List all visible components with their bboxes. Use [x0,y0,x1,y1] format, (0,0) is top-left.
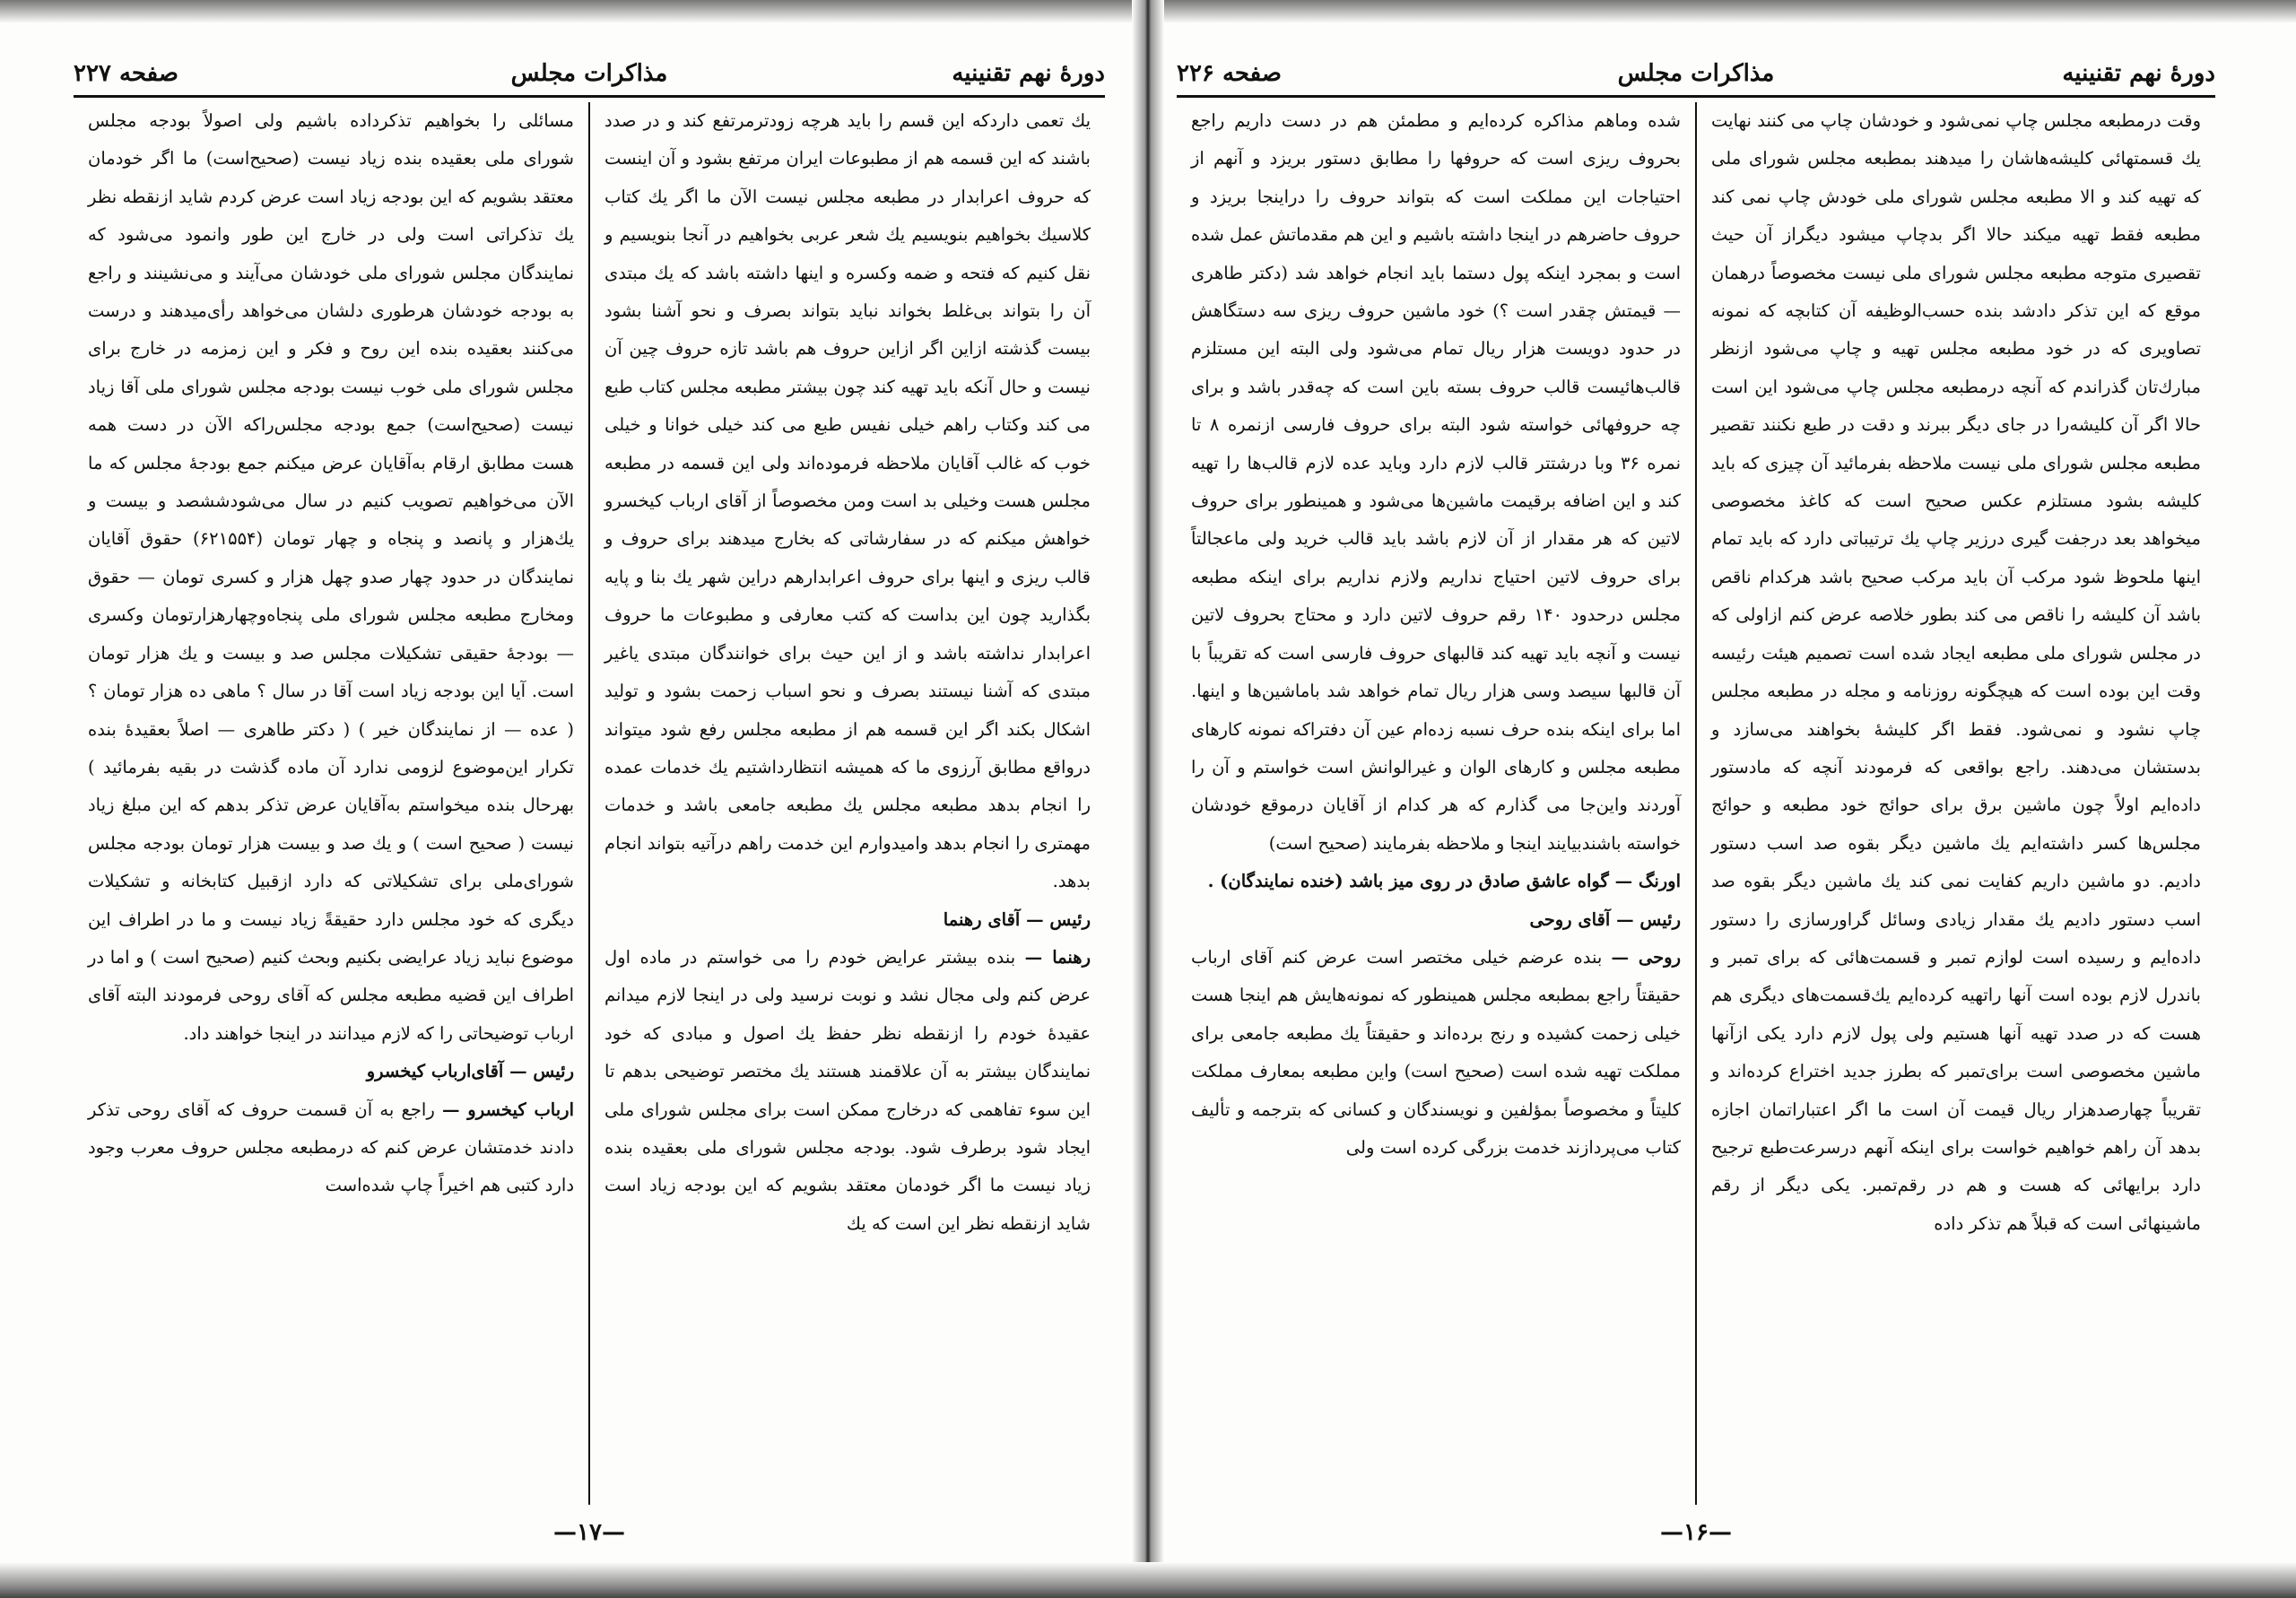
right-page [1177,43,2215,1568]
speaker-name: روحی — [1611,946,1681,968]
folio-number: —۱۷— [553,1519,625,1546]
column-right [1697,102,2215,1505]
speech-text: بنده عرضم خیلی مختصر است عرض كنم آقای ارباب حقیقتاً راجع بمطبعه مجلس همینطور كه نمونه‌هایش هم اینجا هست خیلی زحمت كشیده و رنج برده‌اند و حقیقتاً یك مطبعه جامعی برای مملكت تهیه شده است (صحیح است) واین مطبعه بمعارف مملكت كلیتاً و مخصوصاً بمؤلفین و نویسندگان و كسانی كه بترجمه و تألیف كتاب می‌پردازند خدمت بزرگی كرده است ولی [1191,946,1681,1158]
page-header [1177,56,2215,91]
page-number-label: صفحه ۲۲۷ [74,60,178,87]
header-rule [1177,95,2215,98]
session-label: دورهٔ نهم تقنینیه [2062,60,2215,87]
speech-text: بنده بیشتر عرایض خودم را می خواستم در ماده اول عرض كنم ولی مجال نشد و نوبت نرسید ولی در اینجا لازم میدانم عقیدهٔ خودم را ازنقطه نظر حفظ یك اصول و مبادی كه خود نمایندگان بیشتر به آن علاقمند هستند یك مختصر توضیحی بدهم تا این سوء تفاهمی كه درخارج ممكن است برای مجلس شورای ملی ایجاد شود برطرف شود. بودجه مجلس شورای ملی بعقیده بنده زیاد نیست ما اگر خودمان معتقد بشویم كه این بودجه زیاد است شاید ازنقطه نظر این است كه یك [604,946,1091,1234]
speaker-line: اورنگ — گواه عاشق صادق در روی میز باشد (خنده نمایندگان) . [1207,871,1681,892]
header-rule [74,95,1105,98]
running-title: مذاکرات مجلس [510,60,668,87]
column-divider [588,102,590,1505]
book-gutter [1132,0,1164,1598]
left-page [74,43,1105,1568]
paragraph: مسائلی را بخواهیم تذكرداده باشیم ولی اصولاً بودجه مجلس شورای ملی بعقیده بنده زیاد نیست (صحیح‌است) ما اگر خودمان معتقد بشویم كه این بودجه زیاد است عرض كردم شاید ازنقطه نظر یك تذكراتی است ولی در خارج این طور وانمود می‌شود كه نمایندگان مجلس شورای ملی خودشان می‌آیند و می‌نشینند و راجع به بودجه خودشان هرطوری دلشان می‌خواهد رأی‌میدهند و درست می‌كنند بعقیده بنده این روح و فكر و این زمزمه در خارج برای مجلس شورای ملی خوب نیست بودجه مجلس شورای ملی آقا زیاد نیست (صحیح‌است) جمع بودجه مجلس‌راكه الآن در دست همه هست مطابق ارقام به‌آقایان عرض میكنم جمع بودجهٔ مجلس كه ما الآن می‌خواهیم تصویب كنیم در سال می‌شودششصد و بیست و یك‌هزار و پانصد و پنجاه و چهار تومان (۶۲۱۵۵۴) حقوق آقایان نمایندگان در حدود چهار صدو چهل هزار و كسری تومان — حقوق ومخارج مطبعه مجلس شورای ملی پنجاه‌وچهارهزارتومان وكسری — بودجهٔ حقیقی تشكیلات مجلس صد و بیست و یك هزار تومان است. آیا این بودجه زیاد است آقا در سال ؟ ماهی ده هزار تومان ؟ ( عده — از نمایندگان خیر ) ( دكتر طاهری — اصلاً بعقیدهٔ بنده تكرار این‌موضوع لزومی ندارد آن ماده گذشت در بقیه بفرمائید ) بهرحال بنده میخواستم به‌آقایان عرض تذكر بدهم كه این مبلغ زیاد نیست ( صحیح است ) و یك صد و بیست هزار تومان بودجه مجلس شورای‌ملی برای تشكیلاتی كه دارد ازقبیل كتابخانه و تشكیلات دیگری كه خود مجلس دارد حقیقةً زیاد نیست و ما در اطراف این موضوع نباید زیاد عرایضی بكنیم وبحث كنیم (صحیح است ) و اما در اطراف این قضیه مطبعه مجلس كه آقای روحی فرمودند البته آقای ارباب توضیحاتی را كه لازم میدانند در اینجا خواهند داد. [88,110,574,1044]
paragraph: وقت درمطبعه مجلس چاپ نمی‌شود و خودشان چاپ می كنند نهایت یك قسمتهائی كلیشه‌هاشان را میدهند بمطبعه مجلس شورای ملی كه تهیه كند و الا مطبعه مجلس شورای ملی خودش چاپ نمی كند مطبعه فقط تهیه میكند حالا اگر بدچاپ میشود دیگراز آن حیث تقصیری متوجه مطبعه مجلس شورای ملی نیست مخصوصاً درهمان موقع كه این تذكر دادشد بنده حسب‌الوظیفه آن كتابچه كه نمونه تصاویری كه در خود مطبعه مجلس تهیه و چاپ می‌شود ازنظر مبارك‌تان گذراندم كه آنچه درمطبعه مجلس چاپ می‌شود این است حالا اگر آن كلیشه‌را در جای دیگر ببرند و دقت در طبع نكنند تقصیر مطبعه مجلس شورای ملی نیست ملاحظه بفرمائید آن چیزی كه باید كلیشه بشود مستلزم عكس صحیح است كه كاغذ مخصوصی میخواهد بعد درجفت گیری درزیر چاپ یك ترتیباتی دارد كه باید تمام اینها ملحوظ شود مركب آن باید مركب صحیح باشد هركدام ناقص باشد آن كلیشه را ناقص می كند بطور خلاصه عرض كنم ازاولی كه در مجلس شورای ملی مطبعه ایجاد شده است تصمیم هیئت رئیسه وقت این بوده است كه هیچگونه روزنامه و مجله در مطبعه مجلس چاپ نشود و نمی‌شود. فقط اگر كلیشهٔ بخواهند می‌سازد و بدستشان می‌دهند. راجع بواقعی كه فرمودند آنچه كه مادستور داده‌ایم اولاً چون ماشین برق برای حوائج خود مطبعه و حوائج مجلس‌ها كسر داشته‌ایم یك ماشین دیگر بقوه صد اسب دستور دادیم. دو ماشین داریم كفایت نمی كند یك ماشین دیگر بقوه صد اسب دستور دادیم یك مقدار زیادی وسائل گراورسازی را دستور داده‌ایم و رسیده است لوازم تمبر و قسمت‌هائی كه برای تمبر و باندرل لازم بوده است آنها راتهیه كرده‌ایم یك‌قسمت‌های دیگری هم هست كه در صدد تهیه آنها هستیم ولی پول لازم دارد یكی ازآنها ماشین مخصوصی است برای‌تمبر كه بطرز جدید اختراع كرده‌اند و تقریباً چهارصدهزار ریال قیمت آن است ما اگر اعتباراتمان اجازه بدهد آن راهم خواهیم خواست برای اینكه آنهم درسرعت‌طبع ترجیح دارد برایهائی كه هست و هم در رقم‌تمبر. یكی دیگر از رقم ماشینهائی است كه قبلاً هم تذكر داده [1711,110,2201,1234]
speaker-line: رئیس — آقای روحی [1529,908,1681,930]
speaker-line: رئیس — آقای‌ارباب كیخسرو [366,1061,574,1082]
paragraph: یك تعمی داردكه این قسم را باید هرچه زودترمرتفع كند و در صدد باشند كه این قسمه هم از مطبوعات ایران مرتفع بشود و آن اینست كه حروف اعرابدار در مطبعه مجلس نیست الآن ما اگر یك كتاب كلاسیك بخواهیم بنویسیم یك شعر عربی بخواهیم در آنجا بنویسیم و نقل كنیم كه فتحه و ضمه وكسره و اینها داشته باشد كه یك مبتدی آن را بتواند بی‌غلط بخواند نباید بتواند بصرف و نحو آشنا بشود بیست گذشته ازاین اگر ازاین حروف هم باشد تازه حروف چین آن نیست و حال آنكه باید تهیه كند چون بیشتر مطبعه مجلس كتاب طبع می كند وكتاب راهم خیلی نفیس طبع می كند خیلی خوانا و خیلی خوب كه غالب آقایان ملاحظه فرموده‌اند ولی این قسمه در مطبعه مجلس هست وخیلی بد است ومن مخصوصاً از آقای ارباب كیخسرو خواهش میكنم كه در سفارشاتی كه بخارج میدهند برای حروف و قالب ریزی و اینها برای حروف اعرابدارهم دراین شهر یك بنا و پایه بگذارید چون این بداست كه كتب معارفی و مطبوعات ما حروف اعرابدار نداشته باشد و از این حیث برای خوانندگان مبتدی یاغیر مبتدی كه آشنا نیستند بصرف و نحو اسباب زحمت بشود و تولید اشكال بكند اگر این قسمه هم از مطبعه مجلس رفع شود میتواند درواقع مطابق آرزوی ما كه همیشه انتظارداشتیم یك خدمات عمده را انجام بدهد مطبعه مجلس یك مطبعه جامعی باشد و خدمات مهمتری را انجام بدهد وامیدوارم این خدمت راهم درآتیه بتواند انجام بدهد. [604,110,1091,892]
speaker-name: رهنما — [1024,946,1091,968]
folio-number: —۱۶— [1660,1519,1732,1546]
speech-text: راجع به آن قسمت حروف كه آقای روحی تذكر دادند خدمتشان عرض كنم كه درمطبعه مجلس حروف معرب وجود دارد كتبی هم اخیراً چاپ شده‌است [88,1099,574,1196]
paragraph [88,1091,574,1205]
speaker-name: ارباب كیخسرو — [442,1099,575,1120]
column-divider [1695,102,1697,1505]
paragraph: شده وماهم مذاكره كرده‌ایم و مطمئن هم در دست داریم راجع بحروف ریزی است كه حروفها را مطابق دستور بریزد و آنهم از احتیاجات این مملكت است كه بتواند حروف را دراینجا بریزد و حروف حاضرهم در اینجا داشته باشیم و این هم مقدماتش عمل شده است و بمجرد اینكه پول دستما باید انجام خواهد شد (دكتر طاهری — قیمتش چقدر است ؟) خود ماشین حروف ریزی سه دستگاهش در حدود دویست هزار ریال تمام می‌شود ولی البته این مستلزم قالب‌هائیست قالب حروف بسته باین است كه چه‌قدر باشد و برای چه حروفهائی خواسته شود البته برای حروف فارسی ازنمره ۸ تا نمره ۳۶ وبا درشتتر قالب لازم دارد وباید عده لازم قالب‌ها را تهیه كند و این اضافه برقیمت ماشین‌ها می‌شود و همینطور برای حروف لاتین كه هر مقدار از آن لازم باشد باید قالب خرید ولی ماعجالتاً برای حروف لاتین احتیاج نداریم ولازم نداریم برای اینكه مطبعه مجلس درحدود ۱۴۰ رقم حروف لاتین دارد و محتاج بحروف لاتین نیست و آنچه باید تهیه كند قالبهای حروف فارسی است كه تقریباً با آن قالبها سیصد وسی هزار ریال تمام خواهد شد باماشین‌ها و اینها. اما برای اینكه بنده حرف نسبه زده‌ام عین آن دفتراكه نمونه كارهای مطبعه مجلس و كارهای الوان و غیرالوانش است خواستم و آن را آوردند واین‌جا می گذارم كه هر كدام از آقایان درموقع خودشان خواسته باشندبیایند اینجا و ملاحظه بفرمایند (صحیح است) [1191,110,1681,854]
speaker-line: رئیس — آقای رهنما [943,908,1091,930]
running-title: مذاکرات مجلس [1617,60,1775,87]
scan-bottom-edge [0,1562,2296,1598]
text-columns [1177,102,2215,1505]
session-label: دورهٔ نهم تقنینیه [952,60,1105,87]
column-left [1177,102,1695,1505]
column-right [590,102,1105,1505]
paragraph [604,939,1091,1243]
text-columns [74,102,1105,1505]
page-header [74,56,1105,91]
page-number-label: صفحه ۲۲۶ [1177,60,1282,87]
paragraph [1191,939,1681,1167]
column-left [74,102,588,1505]
